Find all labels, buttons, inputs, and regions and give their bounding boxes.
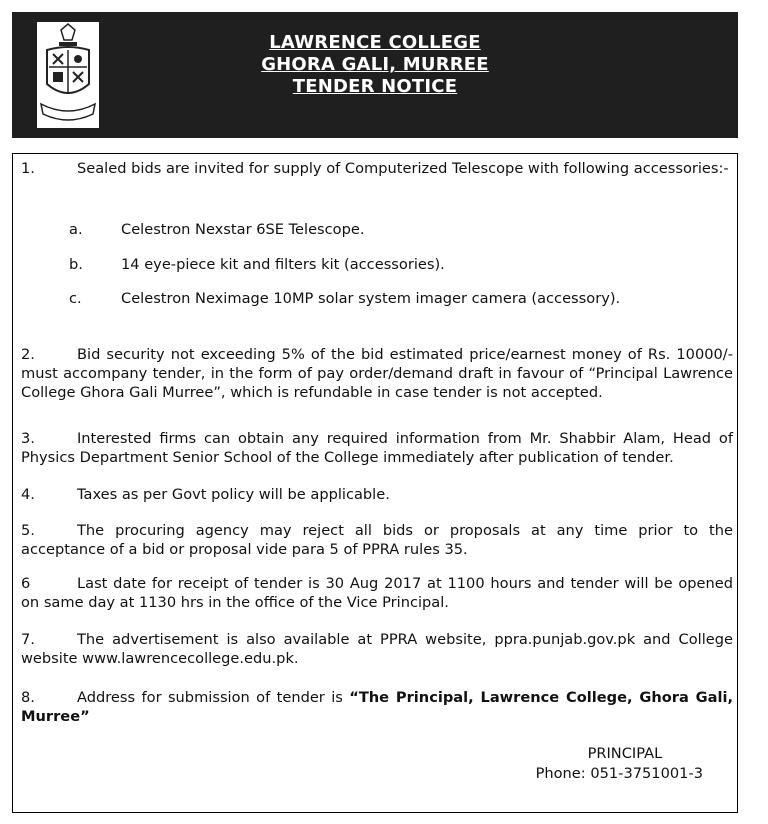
college-location: GHORA GALI, MURREE [261, 54, 489, 75]
signature-title: PRINCIPAL [587, 745, 663, 762]
notice-item-6: 6 Last date for receipt of tender is 30 Aug 2017 at 1100 hours and tender will be opened on same day at 1130 hrs in the office of the Vice Principal. [21, 575, 733, 611]
notice-body [12, 153, 738, 813]
submission-address: “The Principal, Lawrence College, Ghora Gali, Murree” [21, 689, 733, 725]
notice-item-2: 2. Bid security not exceeding 5% of the bid estimated price/earnest money of Rs. 10000/- must accompany tender, in the form of pay order/demand draft in favour of “Principal Lawrence College Ghora Gali Murree”, which is refundable in case tender is not accepted. [21, 346, 733, 401]
notice-item-5: 5. The procuring agency may reject all bids or proposals at any time prior to the acceptance of a bid or proposal vide para 5 of PPRA rules 35. [21, 522, 733, 558]
accessory-a: a. Celestron Nexstar 6SE Telescope. [69, 221, 365, 238]
notice-title: TENDER NOTICE [292, 76, 458, 97]
college-name: LAWRENCE COLLEGE [269, 32, 481, 53]
notice-item-8: 8. Address for submission of tender is “The Principal, Lawrence College, Ghora Gali, Murree” [21, 689, 733, 725]
notice-item-3: 3. Interested firms can obtain any required information from Mr. Shabbir Alam, Head of Physics Department Senior School of the College immediately after publication of tender. [21, 430, 733, 466]
signature-phone: Phone: 051-3751001-3 [535, 765, 703, 782]
accessory-b: b. 14 eye-piece kit and filters kit (accessories). [69, 256, 445, 273]
notice-item-4: 4. Taxes as per Govt policy will be applicable. [21, 486, 390, 503]
notice-item-7: 7. The advertisement is also available at PPRA website, ppra.punjab.gov.pk and College website www.lawrencecollege.edu.pk. [21, 631, 733, 667]
notice-item-1: 1. Sealed bids are invited for supply of Computerized Telescope with following accessories:- [21, 160, 729, 177]
notice-header [12, 12, 738, 138]
signature-block [536, 744, 703, 784]
accessory-c: c. Celestron Neximage 10MP solar system imager camera (accessory). [69, 290, 621, 307]
